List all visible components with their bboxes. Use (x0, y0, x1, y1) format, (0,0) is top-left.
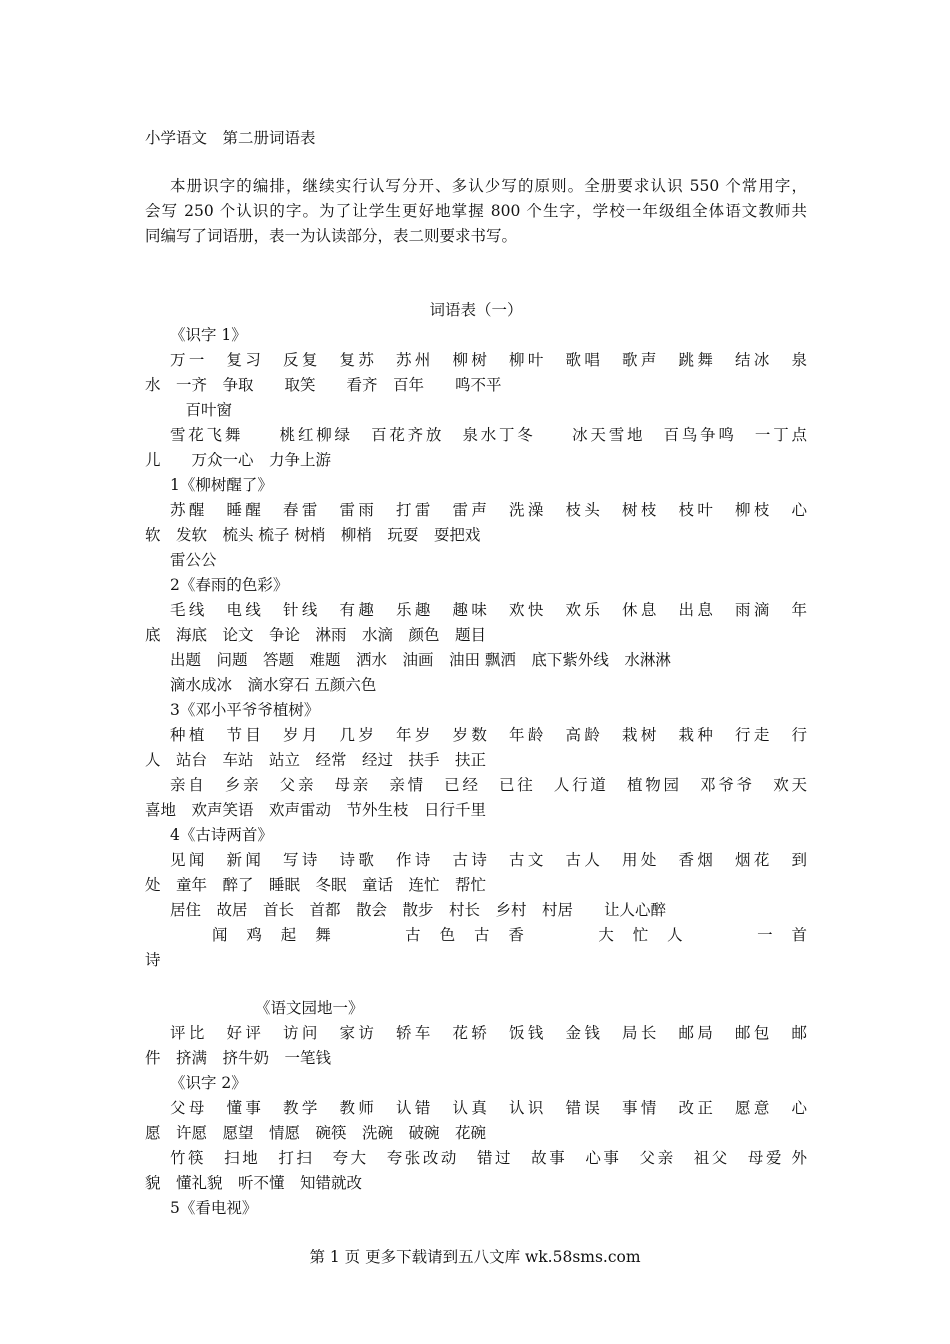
intro-line-2: 会写 250 个认识的字。为了让学生更好地掌握 800 个生字，学校一年级组全体语文教师共 (145, 202, 807, 220)
word-line: 处 童年 醉了 睡眠 冬眠 童话 连忙 帮忙 (145, 876, 487, 894)
word-line: 底 海底 论文 争论 淋雨 水滴 颜色 题目 (145, 626, 487, 644)
word-line: 愿 许愿 愿望 情愿 碗筷 洗碗 破碗 花碗 (145, 1124, 487, 1142)
word-line: 儿 万众一心 力争上游 (145, 451, 332, 469)
word-line: 评比 好评 访问 家访 轿车 花轿 饭钱 金钱 局长 邮局 邮包 邮 (170, 1024, 807, 1042)
word-line: 苏醒 睡醒 春雷 雷雨 打雷 雷声 洗澡 枝头 树枝 枝叶 柳枝 心 (170, 501, 807, 519)
word-line: 滴水成冰 滴水穿石 五颜六色 (170, 676, 377, 694)
table-title: 词语表（一） (429, 301, 523, 319)
word-line: 雷公公 (170, 551, 217, 569)
word-line: 软 发软 梳头 梳子 树梢 柳梢 玩耍 耍把戏 (145, 526, 481, 544)
word-line: 种植 节目 岁月 几岁 年岁 岁数 年龄 高龄 栽树 栽种 行走 行 (170, 726, 807, 744)
section-heading: 4《古诗两首》 (170, 826, 273, 844)
word-line: 水 一齐 争取 取笑 看齐 百年 鸣不平 (145, 376, 502, 394)
section-heading: 《语文园地一》 (255, 999, 364, 1017)
word-line: 人 站台 车站 站立 经常 经过 扶手 扶正 (145, 751, 487, 769)
word-line: 毛线 电线 针线 有趣 乐趣 趣味 欢快 欢乐 休息 出息 雨滴 年 (170, 601, 807, 619)
section-heading: 3《邓小平爷爷植树》 (170, 701, 320, 719)
word-line: 见闻 新闻 写诗 诗歌 作诗 古诗 古文 古人 用处 香烟 烟花 到 (170, 851, 807, 869)
page-footer: 第 1 页 更多下载请到五八文库 wk.58sms.com (309, 1248, 641, 1266)
section-heading: 《识字 1》 (170, 326, 247, 344)
word-line: 百叶窗 (170, 401, 233, 419)
section-heading: 2《春雨的色彩》 (170, 576, 289, 594)
word-line: 居住 故居 首长 首都 散会 散步 村长 乡村 村居 让人心醉 (170, 901, 667, 919)
word-line: 诗 (145, 951, 161, 969)
word-line: 雪花飞舞 桃红柳绿 百花齐放 泉水丁冬 冰天雪地 百鸟争鸣 一丁点 (170, 426, 807, 444)
section-heading: 《识字 2》 (170, 1074, 247, 1092)
word-line: 貌 懂礼貌 听不懂 知错就改 (145, 1174, 363, 1192)
intro-line-1: 本册识字的编排，继续实行认写分开、多认少写的原则。全册要求认识 550 个常用字， (170, 177, 807, 195)
word-line: 父母 懂事 教学 教师 认错 认真 认识 错误 事情 改正 愿意 心 (170, 1099, 807, 1117)
word-line: 亲自 乡亲 父亲 母亲 亲情 已经 已往 人行道 植物园 邓爷爷 欢天 (170, 776, 807, 794)
section-heading: 5《看电视》 (170, 1199, 258, 1217)
word-line: 件 挤满 挤牛奶 一笔钱 (145, 1049, 332, 1067)
section-heading: 1《柳树醒了》 (170, 476, 273, 494)
intro-line-3: 同编写了词语册，表一为认读部分，表二则要求书写。 (145, 227, 518, 245)
document-title: 小学语文 第二册词语表 (145, 129, 316, 147)
word-line: 喜地 欢声笑语 欢声雷动 节外生枝 日行千里 (145, 801, 487, 819)
word-line: 出题 问题 答题 难题 洒水 油画 油田 飘洒 底下紫外线 水淋淋 (170, 651, 671, 669)
word-line: 竹筷 扫地 打扫 夸大 夸张改动 错过 故事 心事 父亲 祖父 母爱 外 (170, 1149, 807, 1167)
word-line: 闻 鸡 起 舞 古 色 古 香 大 忙 人 一 首 (212, 926, 807, 944)
word-line: 万一 复习 反复 复苏 苏州 柳树 柳叶 歌唱 歌声 跳舞 结冰 泉 (170, 351, 807, 369)
